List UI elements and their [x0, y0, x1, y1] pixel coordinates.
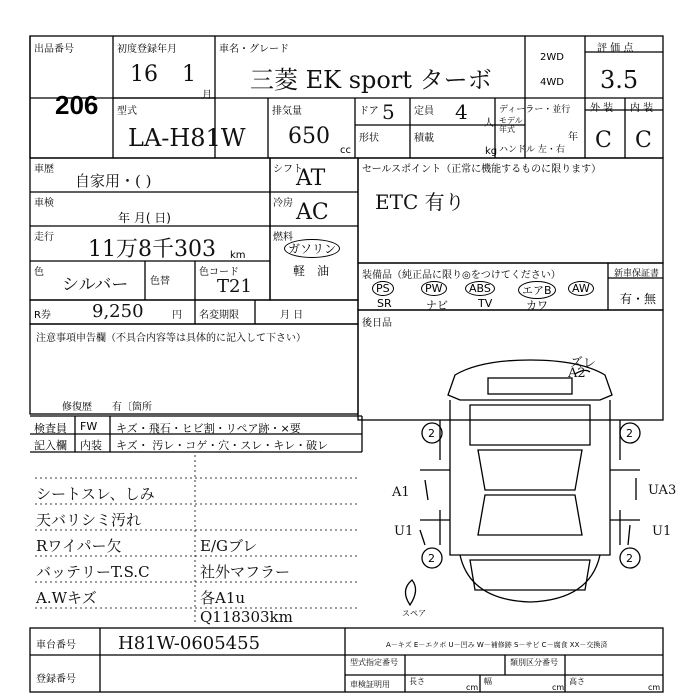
repair-label: 修復歴: [62, 402, 92, 413]
int-label: 内 装: [630, 103, 654, 114]
diagram-label-a1: A1: [392, 485, 410, 500]
plate-label: 登録番号: [36, 674, 76, 685]
model-name: 三菱 EK sport ターボ: [250, 66, 492, 94]
repair-value: 有〔箇所: [112, 402, 152, 413]
ext-value: C: [595, 128, 612, 153]
remark-6: E/Gブレ: [200, 537, 258, 555]
reg-label: 初度登録年月: [117, 44, 177, 55]
inspection-value: 年 月( 日): [118, 211, 171, 225]
load-unit: kg: [485, 146, 498, 157]
chassis-label: 車台番号: [36, 640, 76, 651]
remark-1: シートスレ、しみ: [36, 485, 155, 503]
diagram-label-fl: 2: [428, 427, 435, 440]
equip-aw: AW: [568, 281, 594, 296]
color-value: シルバー: [62, 275, 129, 295]
disp-label: 排気量: [272, 106, 302, 117]
equip-navi: ナビ: [426, 299, 448, 312]
history-value: 自家用・( ): [75, 172, 152, 190]
equipment-label: 装備品（純正品に限り◎をつけてください）: [362, 270, 561, 281]
interior-label: 内装: [80, 439, 102, 452]
width-unit: cm: [552, 683, 565, 692]
remark-5: A.Wキズ: [36, 589, 97, 607]
dealer-label: ディーラー・並行: [499, 105, 571, 115]
diagram-label-rl: 2: [428, 552, 435, 565]
diagram-label-u1-right: U1: [652, 524, 672, 539]
fw-label: FW: [80, 420, 98, 433]
chassis-value: H81W-0605455: [118, 633, 261, 654]
fw-items: キズ・飛石・ヒビ割・リペア跡・×要: [116, 422, 301, 435]
inspection-label: 車検: [34, 198, 54, 209]
load-label: 積載: [414, 133, 434, 144]
later-label: 後日品: [362, 318, 392, 329]
recycle-label: R券: [34, 310, 51, 321]
diagram-label-zure: ズレ: [570, 356, 597, 371]
sales-label: セールスポイント（正常に機能するものに限ります）: [362, 164, 602, 175]
type-cert-label: 型式指定番号: [350, 658, 398, 667]
repaint-label: 色替: [150, 276, 170, 287]
writer-label: 記入欄: [34, 439, 67, 452]
mileage-label: 走行: [34, 232, 54, 243]
shape-label: 形状: [359, 133, 379, 144]
equip-airbag: エアB: [518, 281, 556, 299]
equip-pw: PW: [421, 281, 447, 296]
wd-4: 4WD: [540, 77, 564, 88]
shift-label: シフト: [273, 164, 303, 175]
disp-value: 650: [288, 124, 330, 149]
disp-unit: cc: [340, 145, 351, 156]
capacity-value: 4: [455, 100, 468, 124]
ac-label: 冷房: [273, 198, 293, 209]
diagram-label-spare: スペア: [402, 609, 426, 618]
width-label: 幅: [484, 677, 492, 686]
equip-leather: カワ: [526, 299, 548, 312]
diagram-label-a2: A2: [568, 366, 586, 381]
lot-number: 206: [55, 90, 99, 120]
color-code-label: 色コード: [199, 267, 239, 278]
category-label: 類別区分番号: [510, 658, 558, 667]
year-unit: 年: [568, 132, 578, 143]
door-label: ドア: [359, 106, 379, 117]
color-code-value: T21: [217, 276, 252, 297]
equip-sr: SR: [377, 297, 392, 310]
reg-year: 16: [130, 62, 158, 87]
model-year-label: モデル年式: [499, 116, 523, 134]
diagram-legend: A－キズ E－エクボ U－凹み W－補修跡 S－サビ C－腐食 XX－交換済: [386, 641, 608, 649]
name-change-label: 名変期限: [199, 310, 239, 321]
grade-value: 3.5: [600, 66, 639, 94]
capacity-unit: 人: [484, 118, 494, 129]
remark-8: 各A1u: [200, 589, 246, 607]
interior-items: キズ・ 汚レ・コゲ・穴・スレ・キレ・破レ: [116, 439, 329, 452]
diagram-label-ua3: UA3: [648, 483, 677, 498]
remark-7: 社外マフラー: [200, 563, 291, 581]
equip-ps: PS: [372, 281, 394, 296]
remark-9: Q118303km: [200, 608, 293, 626]
mileage-unit: km: [230, 250, 246, 261]
ext-label: 外 装: [590, 103, 614, 114]
recycle-unit: 円: [172, 310, 182, 321]
mileage-value: 11万8千303: [88, 237, 216, 262]
grade-label: 評 価 点: [597, 43, 634, 54]
equip-abs: ABS: [465, 281, 495, 296]
notes-label: 注意事項申告欄（不具合内容等は具体的に記入して下さい）: [36, 333, 306, 344]
lot-label: 出品番号: [34, 44, 74, 55]
sales-value: ETC 有り: [375, 190, 465, 214]
name-change-value: 月 日: [280, 310, 304, 321]
history-label: 車歴: [34, 164, 54, 175]
diagram-label-u1-left: U1: [394, 524, 414, 539]
certificate-label: 新車保証書: [614, 269, 660, 279]
diagram-label-fr: 2: [626, 427, 633, 440]
certificate-value: 有・無: [620, 292, 657, 306]
color-label: 色: [34, 267, 44, 278]
capacity-label: 定員: [414, 106, 434, 117]
length-label: 長さ: [409, 677, 425, 686]
ac-value: AC: [296, 200, 329, 225]
car-diagram: [405, 360, 640, 605]
height-unit: cm: [648, 683, 661, 692]
length-unit: cm: [466, 683, 479, 692]
reg-month-unit: 月: [202, 90, 212, 101]
door-value: 5: [382, 100, 395, 124]
model-name-label: 車名・グレード: [219, 44, 289, 55]
handle-label: ハンドル 左・右: [499, 145, 565, 155]
fuel-alt: 軽 油: [293, 264, 330, 278]
type-label: 型式: [117, 106, 137, 117]
shift-value: AT: [296, 166, 326, 191]
reg-cert-label: 車検証明用: [350, 680, 390, 689]
remark-2: 天バリシミ汚れ: [36, 511, 142, 529]
type-value: LA-H81W: [128, 124, 246, 152]
wd-2: 2WD: [540, 52, 564, 63]
equip-tv: TV: [478, 297, 493, 310]
int-value: C: [635, 128, 652, 153]
remark-4: バッテリーT.S.C: [36, 563, 150, 581]
height-label: 高さ: [569, 677, 585, 686]
fuel-label: 燃料: [273, 232, 293, 243]
recycle-value: 9,250: [92, 301, 144, 322]
inspector-label: 検査員: [34, 422, 67, 435]
fuel-value: ガソリン: [284, 239, 340, 258]
reg-month: 1: [182, 62, 196, 87]
diagram-label-rr: 2: [626, 552, 633, 565]
remark-3: Rワイパー欠: [36, 537, 122, 555]
